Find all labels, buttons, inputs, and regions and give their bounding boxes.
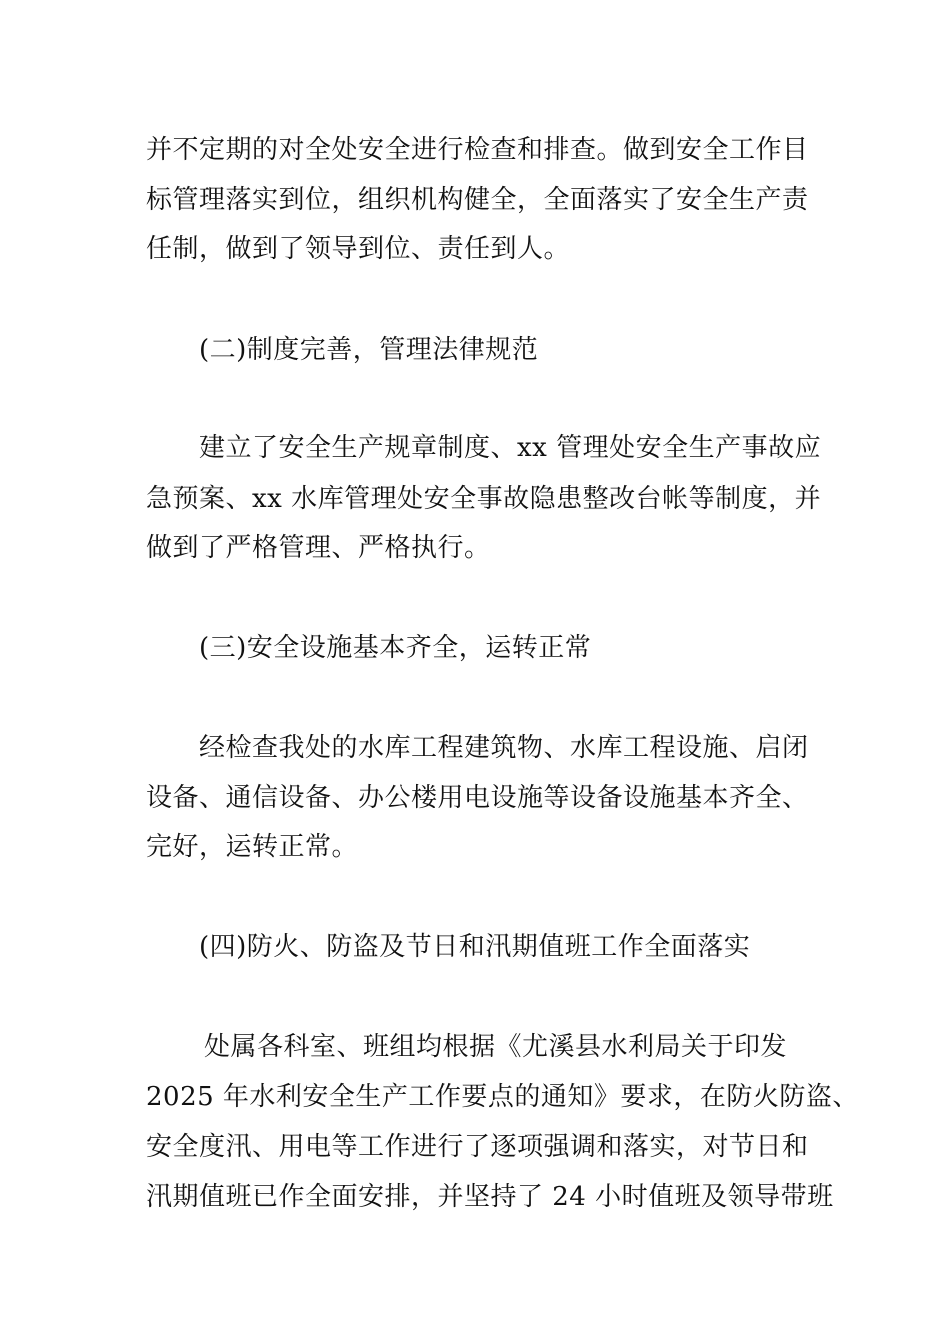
- paragraph-line: 建立了安全生产规章制度、xx 管理处安全生产事故应: [199, 433, 822, 463]
- paragraph-line: 并不定期的对全处安全进行检查和排查。做到安全工作目: [146, 135, 809, 165]
- paragraph-line: 任制，做到了领导到位、责任到人。: [146, 234, 571, 264]
- section-heading: (二)制度完善，管理法律规范: [199, 335, 539, 365]
- paragraph-line: 设备、通信设备、办公楼用电设施等设备设施基本齐全、: [146, 783, 809, 813]
- paragraph-line: 经检查我处的水库工程建筑物、水库工程设施、启闭: [199, 733, 809, 763]
- paragraph-line: 2025 年水利安全生产工作要点的通知》要求，在防火防盗、: [146, 1082, 859, 1112]
- paragraph-line: 汛期值班已作全面安排，并坚持了 24 小时值班及领导带班: [146, 1182, 834, 1212]
- section-heading: (三)安全设施基本齐全，运转正常: [199, 633, 592, 663]
- section-heading: (四)防火、防盗及节日和汛期值班工作全面落实: [199, 932, 751, 962]
- paragraph-line: 安全度汛、用电等工作进行了逐项强调和落实，对节日和: [146, 1132, 809, 1162]
- paragraph-line: 处属各科室、班组均根据《尤溪县水利局关于印发: [204, 1032, 788, 1062]
- paragraph-line: 标管理落实到位，组织机构健全，全面落实了安全生产责: [146, 185, 809, 215]
- paragraph-line: 做到了严格管理、严格执行。: [146, 533, 491, 563]
- paragraph-line: 急预案、xx 水库管理处安全事故隐患整改台帐等制度，并: [146, 484, 822, 514]
- paragraph-line: 完好，运转正常。: [146, 832, 359, 862]
